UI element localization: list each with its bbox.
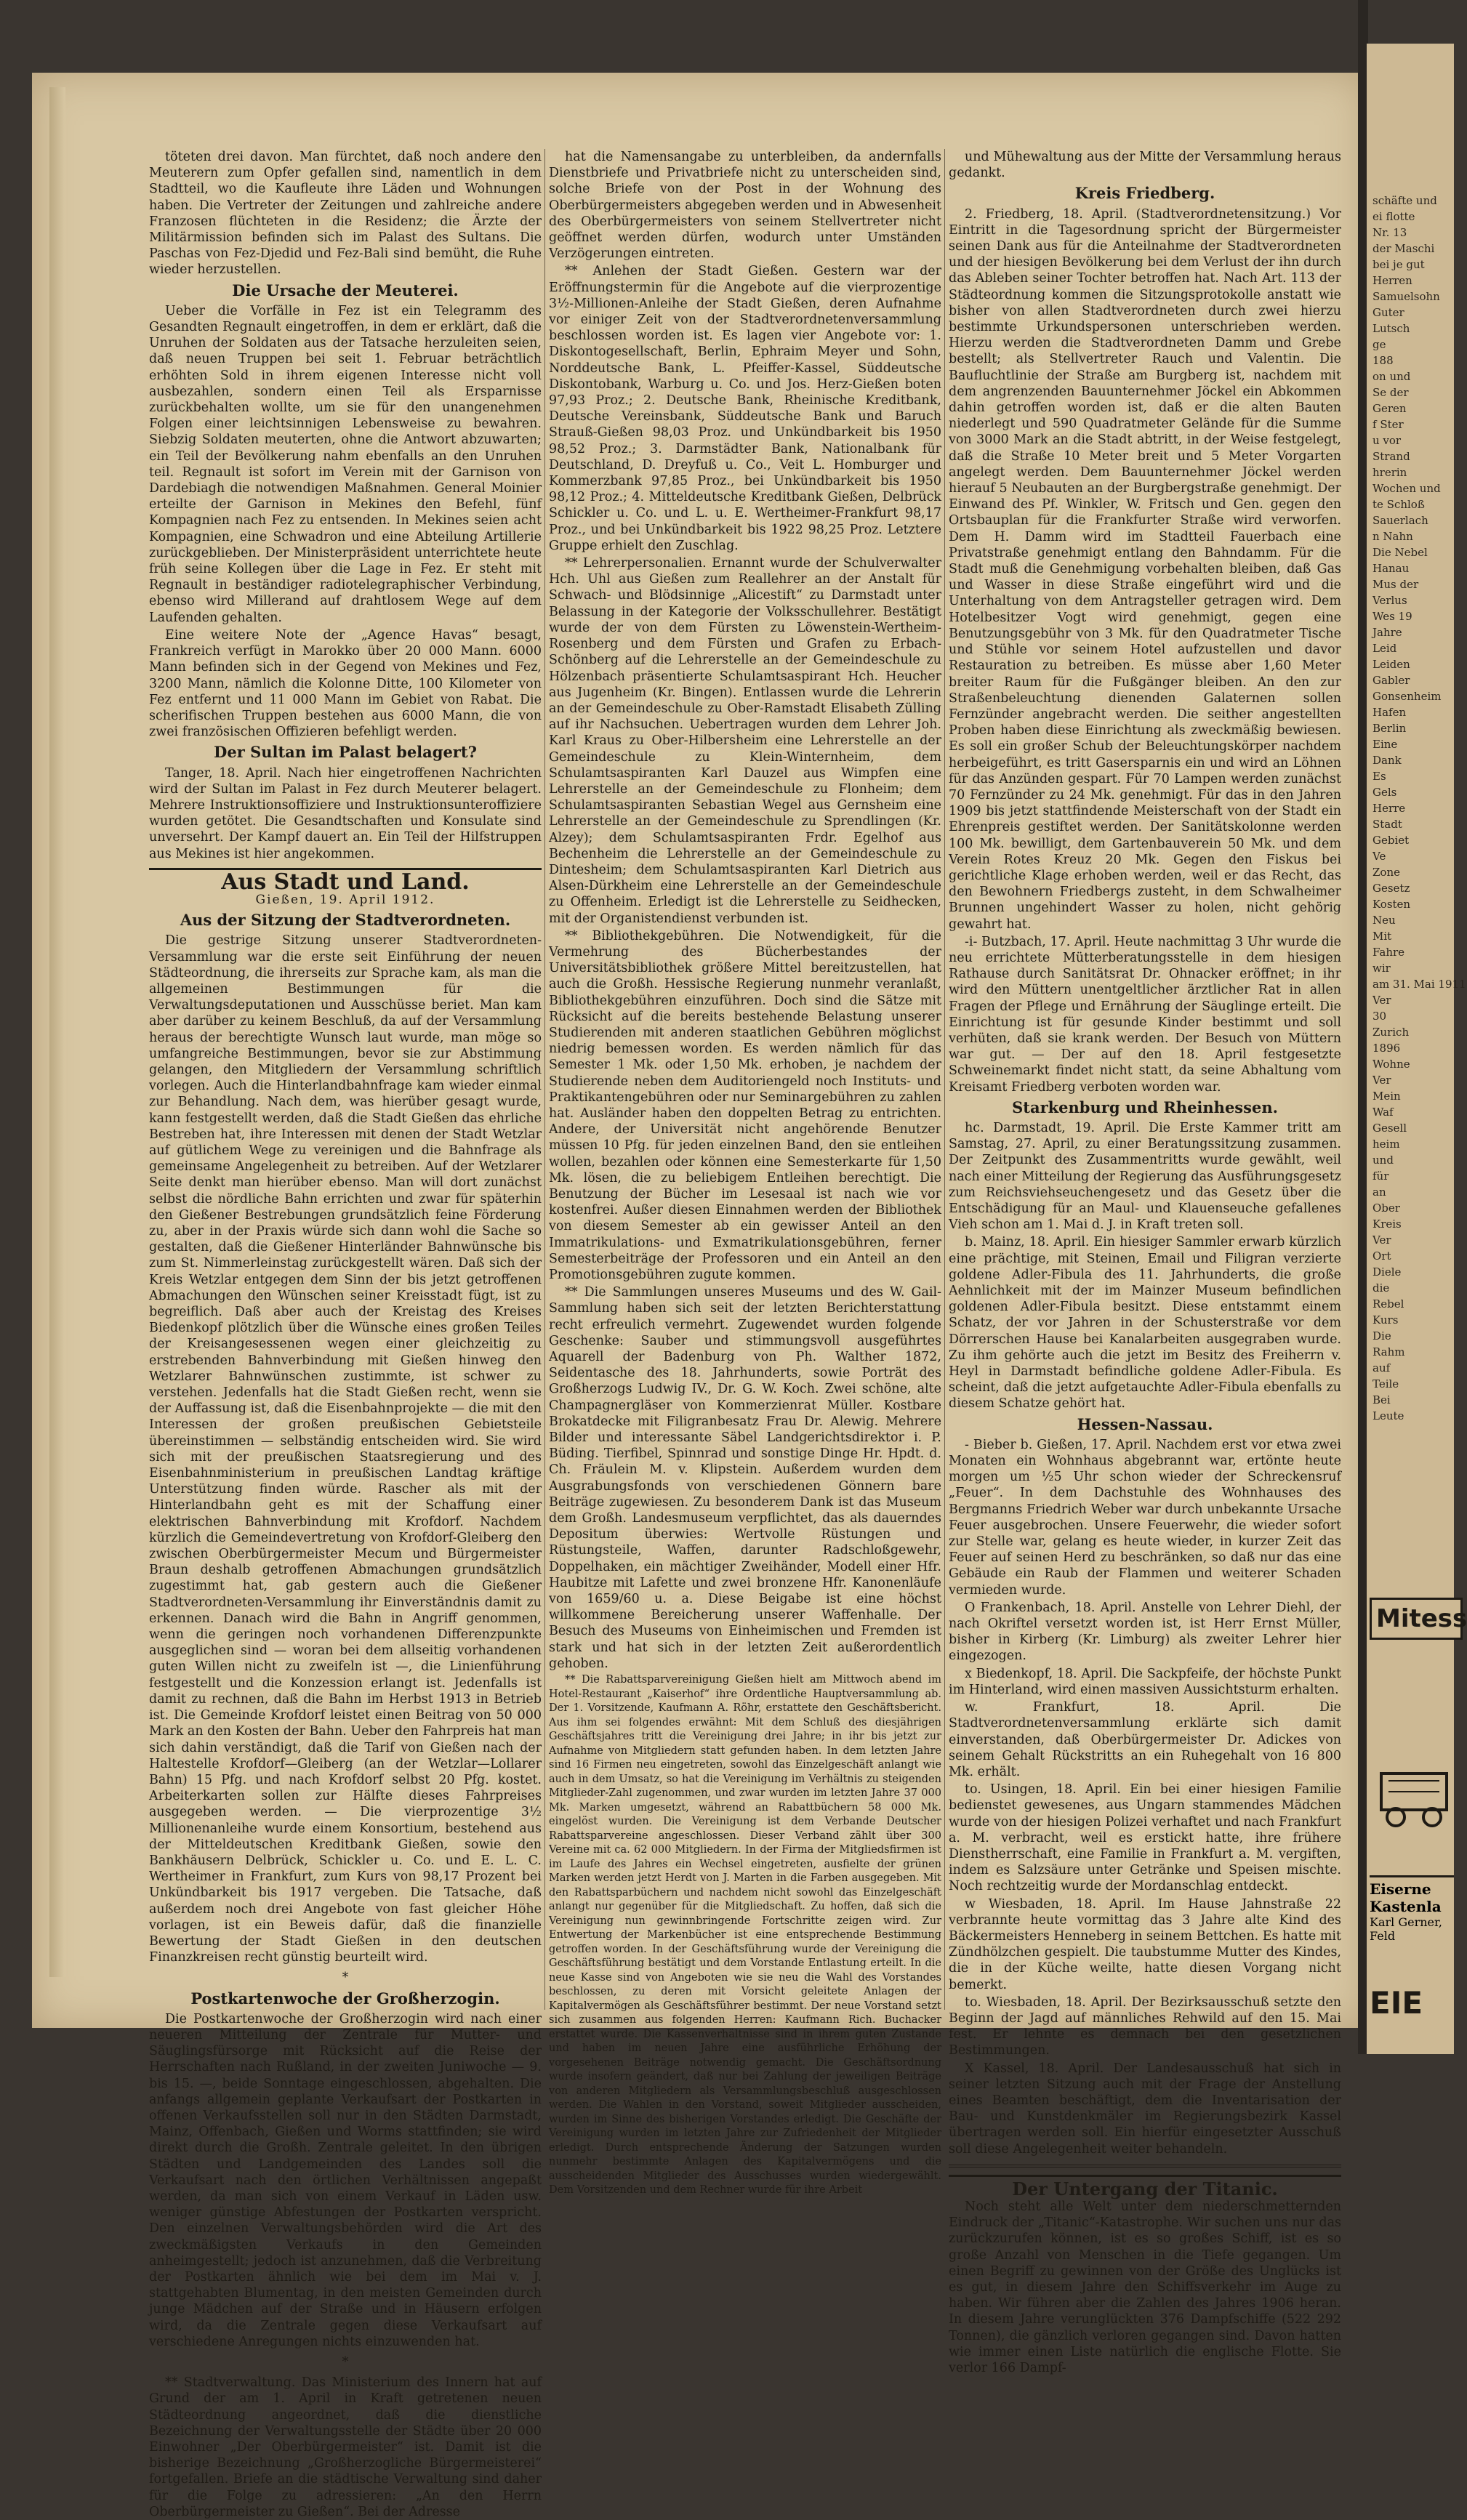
ad-big-letters: EIE (1370, 1985, 1423, 2021)
section-heading: Der Untergang der Titanic. (949, 2175, 1341, 2197)
adjacent-page-line: Mein (1372, 1090, 1401, 1103)
adjacent-page-line: Die (1372, 1329, 1391, 1342)
adjacent-page-line: ge (1372, 338, 1386, 351)
article-paragraph: Noch steht alle Welt unter dem niederschmetternden Eindruck der „Titanic“-Katastrophe. Wir suchen uns nur das zurückzurufen können, ist es so großes Schiff, ist es so große Anzahl von Menschen in die Tiefe gegangen. Um einen Begriff zu gewinnen von der Größe des Unglücks ist es gut, in diesem Jahre den Schiffsverkehr im Auge zu haben. Wir führen aber die Zahlen des Jahres 1906 heran. In diesem Jahre verunglückten 376 Dampfschiffe (522 292 Tonnen), die gänzlich verloren gegangen sind. Davon hatten wie immer einen Liste natürlich die englische Flotte. Sie verlor 166 Dampf- (949, 2199, 1341, 2376)
adjacent-page-line: te Schloß (1372, 498, 1425, 511)
article-heading: Der Sultan im Palast belagert? (214, 743, 477, 762)
adjacent-page-line: Wes 19 (1372, 610, 1412, 623)
dateline: Gießen, 19. April 1912. (255, 892, 435, 907)
adjacent-page-line: 1896 (1372, 1042, 1401, 1055)
ad-header: Eiserne Kastenla (1370, 1875, 1454, 1915)
adjacent-page-line: ei flotte (1372, 210, 1415, 223)
adjacent-page-line: und (1372, 1154, 1394, 1167)
adjacent-page-line: Ver (1372, 994, 1391, 1007)
adjacent-page-line: Gels (1372, 786, 1397, 799)
adjacent-page-line: Sauerlach (1372, 514, 1428, 527)
adjacent-page-line: Herren (1372, 274, 1412, 287)
adjacent-page-line: Wohne (1372, 1058, 1410, 1071)
article-paragraph: ** Stadtverwaltung. Das Ministerium des Innern hat auf Grund der am 1. April in Kraft getretenen neuen Städteordnung angeordnet, daß die dienstliche Bezeichnung der Verwaltungsstelle der Städte über 20 000 Einwohner „Der Oberbürgermeister“ ist. Damit ist die bisherige Bezeichnung „Großherzogliche Bürgermeisterei“ fortgefallen. Briefe an die städtische Verwaltung sind daher für die Folge zu adressieren: „An den Herrn Oberbürgermeister zu Gießen“. Bei der Adresse (149, 2375, 542, 2519)
adjacent-page-line: f Ster (1372, 418, 1404, 431)
adjacent-page-line: Wochen und (1372, 482, 1441, 495)
adjacent-page-line: an (1372, 1185, 1386, 1199)
adjacent-page-line: Gabler (1372, 674, 1410, 687)
adjacent-page-line: heim (1372, 1138, 1400, 1151)
article-heading: Starkenburg und Rheinhessen. (1012, 1098, 1278, 1116)
adjacent-page-line: Kreis (1372, 1217, 1402, 1231)
adjacent-page-line: Zone (1372, 866, 1400, 879)
section-separator: * (342, 2355, 349, 2370)
adjacent-page-line: Es (1372, 770, 1386, 783)
adjacent-page-line: für (1372, 1170, 1389, 1183)
adjacent-page-line: schäfte und (1372, 194, 1437, 207)
ad-eiserne-kasten (1370, 1875, 1454, 2021)
adjacent-page-line: on und (1372, 370, 1411, 383)
article-paragraph: ** Anlehen der Stadt Gießen. Gestern war der Eröffnungstermin für die Angebote auf die vierprozentige 3½-Millionen-Anleihe der Stadt Gießen, deren Aufnahme vor einiger Zeit von der Stadtverordnetenversammlung beschlossen worden ist. Es lagen vier Angebote vor: 1. Diskontogesellschaft, Berlin, Ephraim Meyer und Sohn, Norddeutsche Bank, L. Pfeiffer-Kassel, Süddeutsche Diskontobank, Warburg u. Co. und Jos. Herz-Gießen boten 97,93 Proz.; 2. Deutsche Bank, Rheinische Kreditbank, Deutsche Vereinsbank, Süddeutsche Bank und Baruch Strauß-Gießen 98,03 Proz. und Unkündbarkeit bis 1950 98,52 Proz.; 3. Darmstädter Bank, Nationalbank für Deutschland, D. Dreyfuß u. Co., Veit L. Homburger und Kommerzbank 97,85 Proz., bei Unkündbarkeit bis 1950 98,12 Proz.; 4. Mitteldeutsche Kreditbank Gießen, Delbrück Schickler u. Co. und L. u. E. Wertheimer-Frankfurt 98,17 Proz., und bei Unkündbarkeit bis 1922 98,25 Proz. Letztere Gruppe erhielt den Zuschlag. (549, 264, 941, 553)
article-paragraph: ** Die Rabattsparvereinigung Gießen hielt am Mittwoch abend im Hotel-Restaurant „Kaiserhof“ ihre Ordentliche Hauptversammlung ab. Der 1. Vorsitzende, Kaufmann A. Röhr, erstattete den Geschäftsbericht. Aus ihm sei folgendes erwähnt: Mit dem Schluß des diesjährigen Geschäftsjahres tritt die Vereinigung drei Jahre; in ihr bis jetzt zur Aufnahme von Mitgliedern statt gefunden haben. In dem letzten Jahre sind 16 Firmen neu eingetreten, sowohl das Einzelgeschäft anlangt wie auch in dem Umsatz, so hat die Vereinigung im Verhältnis zu steigenden Mitglieder-Zahl zugenommen, und zwar wurden im letzten Jahre 37 000 Mk. Marken umgesetzt, während an Rabattbüchern 58 000 Mk. eingelöst wurden. Die Vereinigung ist dem Verbande Deutscher Rabattsparvereine angeschlossen. Dieser Verband zählt über 300 Vereine mit ca. 62 000 Mitgliedern. In der Firma der Mitgliedsfirmen ist im Laufe des Jahres ein Wechsel eingetreten, ausfielte der grünen Marken werden jetzt Herdt von J. Marten in die Farben ausgegeben. Mit den Rabattsparbüchern und nachdem nicht sowohl das Einzelgeschäft anlangt nur gegenüber für die Mitgliedschaft. Zu hoffen, daß sich die Vereinigung nun gewinnbringende Fortschritte zeigen wird. Zur Entwertung der Markenbücher ist eine entsprechende Bestimmung getroffen worden. In der Geschäftsführung wurde der Vereinigung die Geschäftsführung bestätigt und dem Vorstande Entlastung erteilt. In die neue Kasse sind von Angeboten wie sie neu die Wahl des Vorstandes beschlossen, zu deren mit Vorsicht geleitete Anlagen der Kapitalvermögen als Geschäftsführer bestimmt. Der neue Vorstand setzt sich zusammen aus folgenden Herren: Kaufmann Rich. Buchacker erstattet wurde. Die Kassenverhältnisse sind in ihrem guten Zustande und haben im neuen Jahre eine ausführliche Erhöhung der vorgesehenen Beiträge notwendig gemacht. Die Geschäftsordnung wurde insofern geändert, daß nur bei Zahlung der jeweiligen Beiträge von anderen Mitgliedern als Versammlungsbeschluß ausgeschlossen werden. Die Wahlen in den Vorstand, soweit Mitglieder ausscheiden, wurden im Sinne des bisherigen Vorstandes erledigt. Die Geschäfte der Vereinigung wurden im letzten Jahre zur Zufriedenheit der Mitglieder erledigt. Durch entsprechende Änderung der Satzungen wurden nunmehr bestimmte Anlagen des Kapitalvermögens und die ausscheidenden Mitglieder des Ausschusses wurden wiedergewählt. Dem Vorsitzenden und dem Rechner wurde für ihre Arbeit (549, 1674, 941, 2197)
adjacent-page-line: Ober (1372, 1201, 1400, 1215)
adjacent-page-line: Lutsch (1372, 322, 1410, 335)
column-divider (544, 149, 545, 2010)
ad-subline: Karl Gerner, Feld (1370, 1915, 1442, 1943)
adjacent-page-line: Mit (1372, 930, 1392, 943)
adjacent-page-line: Ort (1372, 1249, 1391, 1263)
article-heading: Die Ursache der Meuterei. (232, 281, 459, 299)
adjacent-page-line: Ver (1372, 1074, 1391, 1087)
article-paragraph: töteten drei davon. Man fürchtet, daß noch andere den Meuterern zum Opfer gefallen sind, namentlich in dem Stadtteil, wo die Kaufleute ihre Läden und Wohnungen haben. Die Vertreter der Zeitungen und zahlreiche andere Franzosen flüchteten in die Residenz; die Ärzte der Militärmission befinden sich im Palast des Sultans. Die Paschas von Fez-Djedid und Fez-Bali sind bemüht, die Ruhe wieder herzustellen. (149, 150, 542, 278)
article-paragraph: -i- Butzbach, 17. April. Heute nachmittag 3 Uhr wurde die neu errichtete Mütterberatungsstelle in dem hiesigen Rathause durch Sanitätsrat Dr. Ohnacker eröffnet; in ihr wird den Müttern unentgeltlicher ärztlicher Rat in allen Fragen der Pflege und Ernährung der Säuglinge erteilt. Die Einrichtung ist für gesunde Kinder bestimmt und soll verhüten, daß sie krank werden. Der Besuch von Müttern war gut. — Der auf den 18. April festgesetzte Schweinemarkt findet nicht statt, da seine Abhaltung vom Kreisamt Friedberg verboten worden war. (949, 934, 1341, 1095)
adjacent-page-line: Guter (1372, 306, 1404, 319)
adjacent-page-line: Nr. 13 (1372, 226, 1407, 239)
adjacent-page-line: der Maschi (1372, 242, 1435, 255)
adjacent-page-line: Samuelsohn (1372, 290, 1440, 303)
adjacent-page-line: Leute (1372, 1409, 1404, 1422)
adjacent-page-line: Waf (1372, 1106, 1394, 1119)
article-paragraph: Die Postkartenwoche der Großherzogin wird nach einer neueren Mitteilung der Zentrale für Mutter- und Säuglingsfürsorge mit Rücksicht auf die Reise der Herrschaften nach Rußland, in der zweiten Juniwoche — 9. bis 15. —, beide Sonntage eingeschlossen, abgehalten. Die anfangs allgemein geplante Verkaufsart der Postkarten in offenen Verkaufsstellen soll nur in den Städten Darmstadt, Mainz, Offenbach, Gießen und Worms stattfinden; sie wird direkt durch die Großh. Zentrale geleitet. In den übrigen Städten und Landgemeinden des Landes soll die Verkaufsart nach den örtlichen Verhältnissen angepaßt werden, da man sich von einem Verkauf in Läden usw. weniger günstige Abfestungen der Postkarten verspricht. Den einzelnen Verwaltungsbehörden wird die Art des zweckmäßigsten Verkaufs in den Gemeinden anheimgestellt; jedoch ist anzunehmen, daß die Verbreitung der Postkarten ähnlich wie bei dem im Mai v. J. stattgehabten Blumentag, in den meisten Gemeinden durch junge Mädchen auf der Straße und in Häusern erfolgen wird, da die Zentrale gegen diese Verkaufsart auf verschiedene Anregungen nichts einzuwenden hat. (149, 2011, 542, 2349)
adjacent-page-line: Rahm (1372, 1345, 1405, 1358)
adjacent-page-line: Gebiet (1372, 834, 1410, 847)
adjacent-page-line: Ver (1372, 1233, 1391, 1247)
article-paragraph: x Biedenkopf, 18. April. Die Sackpfeife, der höchste Punkt im Hinterland, wird einen massiven Aussichtsturm erhalten. (949, 1666, 1341, 1697)
adjacent-page-line: Leiden (1372, 658, 1410, 671)
adjacent-page-line: Berlin (1372, 722, 1407, 735)
adjacent-page-line: Hafen (1372, 706, 1407, 719)
adjacent-page-line: n Nahn (1372, 530, 1413, 543)
adjacent-page-line: Mus der (1372, 578, 1419, 591)
article-paragraph: Eine weitere Note der „Agence Havas“ besagt, Frankreich verfügt in Marokko über 20 000 Mann. 6000 Mann befinden sich in der Gegend von Mekines und Fez, 3200 Mann, nämlich die Kolonne Ditte, 100 Kilometer von Fez entfernt und 11 000 Mann im Gebiet von Rabat. Die scherifischen Truppen bestehen aus 6000 Mann, die von zwei französischen Offizieren befehligt werden. (149, 627, 542, 740)
adjacent-page-text (1372, 193, 1466, 1424)
adjacent-page-line: 30 (1372, 1010, 1387, 1023)
section-heading: Aus Stadt und Land. (149, 868, 542, 890)
column-divider (944, 149, 945, 2010)
article-heading: Postkartenwoche der Großherzogin. (190, 1989, 500, 2008)
adjacent-page-line: Verlus (1372, 594, 1407, 607)
article-paragraph: Die gestrige Sitzung unserer Stadtverordneten-Versammlung war die erste seit Einführung der neuen Städteordnung, die ihrerseits zur Sprache kam, als man die allgemeinen Bestimmungen für die Verwaltungsdeputationen und Ausschüsse beriet. Man kam aber darüber zu keinem Beschluß, da auf der Versammlung heraus der berechtigte Wunsch laut wurde, man möge so umfangreiche Bestimmungen, bevor sie zur Abstimmung gelangen, den Mitgliedern der Versammlung schriftlich vorlegen. Auch die Hinterlandbahnfrage kam wieder einmal zur Behandlung. Nach dem, was hierüber gesagt wurde, kann festgestellt werden, daß die Stadt Gießen das ehrliche Bestreben hat, ihre Interessen mit denen der Stadt Wetzlar auf gütlichem Wege zu vereinigen und die Bahnfrage als gemeinsame Angelegenheit zu betreiben. Auf der Wetzlarer Seite denkt man hierüber ebenso. Man will dort zunächst selbst die nördliche Bahn errichten und zwar für späterhin den Gießener Bestrebungen grundsätzlich feine Förderung zu, aber in der Praxis würde sich dann wohl die Sache so gestalten, daß die Gießener Hinterländer Bahnwünsche bis zum St. Nimmerleinstag zurückgestellt wären. Daß sich der Kreis Wetzlar entgegen dem Sinn der bis jetzt getroffenen Abmachungen den Wünschen seiner Kreisstadt fügt, ist zu begreiflich. Daß aber auch der Kreistag des Kreises Biedenkopf plötzlich über die Wünsche eines großen Teiles der Kreisangesessenen wegen einer gleichzeitig zu erstrebenden Bahnverbindung mit Gießen hinweg den Wetzlarer Bahnwünschen zustimmte, ist schwer zu verstehen. Jedenfalls hat die Stadt Gießen recht, wenn sie der Auffassung ist, daß die Eisenbahnprojekte — die mit den Interessen der großen preußischen Gebietsteile übereinstimmen — selbständig entscheiden wird. Sie wird sich mit der preußischen Staatsregierung und des Eisenbahnministerium in preußischen Landtag kräftige Unterstützung finden würde. Rascher als mit der Hinterlandbahn geht es mit der Schaffung einer elektrischen Bahnverbindung mit Krofdorf. Nachdem kürzlich die Gemeindevertretung von Krofdorf-Gleiberg den zwischen Oberbürgermeister Mecum und Bürgermeister Braun deshalb getroffenen Abmachungen grundsätzlich zugestimmt hat, gab gestern auch die Gießener Stadtverordneten-Versammlung ihr Einverständnis damit zu erkennen. Danach wird die Bahn in Angriff genommen, wenn die geringen noch vorhandenen Differenzpunkte ausgeglichen sind — woran bei dem allseitig vorhandenen guten Willen nicht zu zweifeln ist —, die Linienführung festgestellt und die Konzession erlangt ist. Jedenfalls ist damit zu rechnen, daß die Bahn im Herbst 1913 in Betrieb ist. Die Gemeinde Krofdorf leistet einen Beitrag von 50 000 Mark an den Kosten der Bahn. Ueber den Fahrpreis hat man sich dahin verständigt, daß die Tarif von Gießen nach der Haltestelle Krofdorf—Gleiberg (an der Wetzlar—Lollarer Bahn) 15 Pfg. und nach Krofdorf selbst 20 Pfg. kostet. Arbeiterkarten sollen zur Hälfte dieses Fahrpreises ausgegeben werden. — Die vierprozentige 3½ Millionenanleihe wurde einem Konsortium, bestehend aus der Mitteldeutschen Kreditbank Gießen, sowie den Bankhäusern Delbrück, Schickler u. Co. und E. L. C. Wertheimer in Frankfurt, zum Kurs von 98,17 Prozent bei Unkündbarkeit bis 1917 vergeben. Die Tatsache, daß außerdem noch drei Angebote von fast gleicher Höhe vorlagen, ist ein Beweis dafür, daß die finanzielle Bewertung der Stadt Gießen in den deutschen Finanzkreisen recht günstig beurteilt wird. (149, 933, 542, 1965)
article-heading: Hessen-Nassau. (1077, 1414, 1213, 1433)
adjacent-page-line: Fahre (1372, 946, 1405, 959)
article-paragraph: to. Wiesbaden, 18. April. Der Bezirksausschuß setzte den Beginn der Jagd auf männliches Rehwild auf den 15. Mai fest. Er lehnte es demnach bei den gesetzlichen Bestimmungen. (949, 1994, 1341, 2058)
section-separator: * (342, 1970, 349, 1986)
adjacent-page-line: Die Nebel (1372, 546, 1428, 559)
article-paragraph: b. Mainz, 18. April. Ein hiesiger Sammler erwarb kürzlich eine prächtige, mit Steinen, Email und Filigran verzierte goldene Adler-Fibula des 11. Jahrhunderts, die große Aehnlichkeit mit der im Mainzer Museum befindlichen goldenen Adler-Fibula besitzt. Diese entstammt einem Schatz, der vor Jahren in der Schusterstraße vor dem Dörrerschen Hause bei Kanalarbeiten ausgegraben wurde. Zu ihm gehörte auch die jetzt im Besitz des Freiherrn v. Heyl in Darmstadt befindliche goldene Adler-Fibula. Es scheint, daß die jetzt aufgetauchte Adler-Fibula ebenfalls zu diesem Schatze gehört hat. (949, 1235, 1341, 1412)
article-paragraph: ** Bibliothekgebühren. Die Notwendigkeit, für die Vermehrung des Bücherbestandes der Universitätsbibliothek größere Mittel bereitzustellen, hat auch die Großh. Hessische Regierung nunmehr veranlaßt, Bibliothekgebühren einzuführen. Doch sind die Sätze mit Rücksicht auf die bereits bestehende Belastung unserer Studierenden mit anderen staatlichen Gebühren möglichst niedrig bemessen worden. Es werden nämlich für das Semester 1 Mk. oder 1,50 Mk. erhoben, je nachdem der Studierende neben dem Auditoriengeld noch Instituts- und Praktikantengebühren oder nur Seminargebühren zu zahlen hat. Ausländer haben den doppelten Betrag zu entrichten. Andere, der Universität nicht angehörende Benutzer müssen 10 Pfg. für jeden einzelnen Band, den sie entleihen wollen, bezahlen oder können eine Semesterkarte für 1,50 Mk. lösen, die zu beliebigem Entleihen berechtigt. Die Benutzung der Bücher im Lesesaal ist nach wie vor kostenfrei. Außer diesen Einnahmen werden der Bibliothek von diesem Semester ab ein gewisser Anteil an den Immatrikulations- und Exmatrikulationsgebühren, ferner Semesterbeiträge der Professoren und ein Anteil an den Promotionsgebühren zugute kommen. (549, 928, 941, 1283)
adjacent-page-line: die (1372, 1281, 1390, 1295)
adjacent-page-line: Jahre (1372, 626, 1402, 639)
adjacent-page-line: bei je gut (1372, 258, 1425, 271)
adjacent-page-line: Eine (1372, 738, 1398, 751)
article-paragraph: w. Frankfurt, 18. April. Die Stadtverordnetenversammlung erklärte sich damit einverstanden, daß Oberbürgermeister Dr. Adickes von seinem Gehalt Rückstritts an ein Ruhegehalt von 16 800 Mk. erhält. (949, 1700, 1341, 1779)
adjacent-page-line: Teile (1372, 1377, 1399, 1390)
adjacent-page-line: 188 (1372, 354, 1394, 367)
adjacent-page-line: Geren (1372, 402, 1407, 415)
article-paragraph: ** Die Sammlungen unseres Museums und des W. Gail-Sammlung haben sich seit der letzten Berichterstattung recht erfreulich vermehrt. Zugewendet wurden folgende Geschenke: Sauber und stimmungsvoll ausgeführtes Aquarell der Badenburg von Ph. Walther 1872, Seidentasche des 18. Jahrhunderts, sowie Porträt des Großherzogs Ludwig IV., Dr. G. W. Koch. Zwei schöne, alte Champagnergläser von Kommerzienrat Müller. Kostbare Brokatdecke mit Filigranbesatz Frau Dr. Alewig. Mehrere Bilder und interessante Säbel Landgerichtsdirektor i. P. Büding. Tierfibel, Spinnrad und sonstige Dinge Hr. Hpdt. d. Ch. Fräulein M. v. Klipstein. Außerdem wurden dem Ausgrabungsfonds von verschiedenen Gönnern bare Beiträge zugewiesen. Zu besonderem Dank ist das Museum dem Großh. Landesmuseum verpflichtet, das als dauerndes Depositum überwies: Wertvolle Rüstungen und Rüstungsteile, Waffen, darunter Radschloßgewehr, Doppelhaken, ein mächtiger Zweihänder, Modell einer Hfr. Haubitze mit Lafette und zwei bronzene Hfr. Kanonenläufe von 1659/60 u. a. Diese Beigabe ist eine höchst willkommene Bereicherung unserer Waffenhalle. Der Besuch des Museums von Einheimischen und Fremden ist stark und hat sich in der letzten Zeit außerordentlich gehoben. (549, 1285, 941, 1671)
adjacent-page-line: Stadt (1372, 818, 1402, 831)
adjacent-page-line: Kosten (1372, 898, 1411, 911)
article-paragraph: - Bieber b. Gießen, 17. April. Nachdem erst vor etwa zwei Monaten ein Wohnhaus abgebrannt war, ertönte heute morgen um ½5 Uhr schon wieder der Schreckensruf „Feuer“. In dem Dachstuhle des Wohnhauses des Bergmanns Friedrich Weber war durch unbekannte Ursache Feuer ausgebrochen. Unsere Feuerwehr, die wieder sofort zur Stelle war, gelang es heute wieder, in kurzer Zeit das Feuer auf seinen Herd zu beschränken, so daß nur das eine Gebäude ein Raub der Flammen und weiterer Schaden vermieden wurde. (949, 1437, 1341, 1598)
adjacent-page-line: Ve (1372, 850, 1386, 863)
adjacent-page-line: u vor (1372, 434, 1402, 447)
adjacent-page-line: Diele (1372, 1265, 1402, 1279)
column-2 (549, 149, 941, 2197)
adjacent-page-line: Gesetz (1372, 882, 1410, 895)
adjacent-page-line: Hanau (1372, 562, 1410, 575)
article-paragraph: Tanger, 18. April. Nach hier eingetroffenen Nachrichten wird der Sultan im Palast in Fez durch Meuterer belagert. Mehrere Instruktionsoffiziere und Instruktionsunteroffiziere wurden getötet. Die Gesandtschaften und Konsulate sind unversehrt. Der Kampf dauert an. Ein Teil der Hilfstruppen aus Mekines ist hier angekommen. (149, 765, 542, 861)
adjacent-page-line: am 31. Mai 1911 (1372, 978, 1466, 991)
article-paragraph: Ueber die Vorfälle in Fez ist ein Telegramm des Gesandten Regnault eingetroffen, in dem er erklärt, daß die Unruhen der Soldaten aus der Tatsache herzuleiten seien, daß neuen Truppen bei seit 1. Februar beträchtlich erhöhten Sold in ihrem eigenen Interesse nicht voll ausbezahlen, sondern einen Teil als Ersparnisse zurückbehalten wollte, um sie für den unangenehmen Folgen einer leichtsinnigen Lebensweise zu bewahren. Siebzig Soldaten meuterten, ohne die Antwort abzuwarten; ein Teil der Bevölkerung nahm ebenfalls an den Unruhen teil. Regnault ist sofort im Verein mit der Garnison von Dardebiagh die notwendigen Maßnahmen. General Moinier erteilte der Garnison in Mekines den Befehl, fünf Kompagnien nach Fez zu entsenden. In Mekines seien acht Kompagnien, eine Schwadron und eine Abteilung Artillerie zurückgeblieben. Der Ministerpräsident unterrichtete heute früh seine Kollegen über die Lage in Fez. Er steht mit Regnault in beständiger radiotelegraphischer Verbindung, ebenso wird Millerand auf drahtlosem Wege auf dem Laufenden gehalten. (149, 303, 542, 625)
ad-mitess: Mitess (1370, 1598, 1463, 1640)
adjacent-page-line: hrerin (1372, 466, 1407, 479)
adjacent-page-line: Zurich (1372, 1026, 1410, 1039)
adjacent-page-line: Herre (1372, 802, 1406, 815)
adjacent-page-line: auf (1372, 1361, 1391, 1374)
adjacent-page-line: Leid (1372, 642, 1397, 655)
article-paragraph: hc. Darmstadt, 19. April. Die Erste Kammer tritt am Samstag, 27. April, zu einer Beratungssitzung zusammen. Der Zeitpunkt des Zusammentritts wurde gewählt, weil nach einer Mitteilung der Regierung das Ausführungsgesetz zum Reichsviehseuchengesetz und das Gesetz über die Entschädigung für an Maul- und Klauenseuche gefallenes Vieh schon am 1. Mai d. J. in Kraft treten soll. (949, 1120, 1341, 1233)
column-3 (949, 149, 1341, 2376)
adjacent-page-line: Kurs (1372, 1313, 1399, 1327)
adjacent-page-line: Rebel (1372, 1297, 1404, 1311)
article-paragraph: O Frankenbach, 18. April. Anstelle von Lehrer Diehl, der nach Okriftel versetzt worden ist, ist Herr Ernst Müller, bisher in Kirberg (Kr. Limburg) als zweiter Lehrer hier eingezogen. (949, 1600, 1341, 1664)
article-paragraph: X Kassel, 18. April. Der Landesausschuß hat sich in seiner letzten Sitzung auch mit der Frage der Anstellung eines Beamten beschäftigt, dem die Inventarisation der Bau- und Kunstdenkmäler im Regierungsbezirk Kassel übertragen werden soll. Ein hierfür eingesetzter Ausschuß soll diese Angelegenheit weiter behandeln. (949, 2061, 1341, 2157)
page-edge-shadow (49, 87, 65, 1977)
double-rule (949, 2165, 1341, 2167)
adjacent-page-line: Se der (1372, 386, 1409, 399)
article-heading: Aus der Sitzung der Stadtverordneten. (180, 911, 511, 930)
article-paragraph: w Wiesbaden, 18. April. Im Hause Jahnstraße 22 verbrannte heute vormittag das 3 Jahre alte Kind des Bäckermeisters Henneberg in seinem Bettchen. Es hatte mit Zündhölzchen gespielt. Die taubstumme Mutter des Kindes, die in der Küche weilte, hatte diesen Vorgang nicht bemerkt. (949, 1896, 1341, 1992)
adjacent-page-line: Bei (1372, 1393, 1391, 1406)
adjacent-page-line: Dank (1372, 754, 1402, 767)
article-paragraph: hat die Namensangabe zu unterbleiben, da andernfalls Dienstbriefe und Privatbriefe nicht zu unterscheiden sind, solche Briefe von der Post in der Wohnung des Oberbürgermeisters abgegeben werden und in Abwesenheit des Oberbürgermeisters von seinem Stellvertreter nicht geöffnet werden dürfen, wodurch unter Umständen Verzögerungen eintreten. (549, 150, 941, 262)
adjacent-page-line: Neu (1372, 914, 1396, 927)
adjacent-page-line: Gesell (1372, 1122, 1407, 1135)
ad-machine-illustration (1374, 1752, 1454, 1832)
article-paragraph: to. Usingen, 18. April. Ein bei einer hiesigen Familie bedienstet gewesenes, aus Ungarn stammendes Mädchen wurde von der hiesigen Polizei verhaftet und nach Frankfurt a. M. verbracht, weil es erstickt hatte, ihre frühere Dienstherrschaft, eine Familie in Frankfurt a. M. vergiften, indem es Salzsäure unter Getränke und Speisen mischte. Noch rechtzeitig wurde der Mordanschlag entdeckt. (949, 1782, 1341, 1894)
adjacent-page-line: Gonsenheim (1372, 690, 1442, 703)
article-paragraph: 2. Friedberg, 18. April. (Stadtverordnetensitzung.) Vor Eintritt in die Tagesordnung spricht der Bürgermeister seinen Dank aus für die Anteilnahme der Stadtverordneten und der hiesigen Bevölkerung bei dem Verlust der ihn durch das Ableben seiner Tochter betroffen hat. Nach Art. 113 der Städteordnung kommen die Sitzungsprotokolle anstatt wie bisher von allen Stadtverordneten durch zwei hierzu bestimmte Urkundspersonen unterschrieben werden. Hierzu werden die Stadtverordneten Damm und Grebe bestellt; als Stellvertreter Rauch und Valentin. Die Baufluchtlinie der Straße am Burgberg ist, nachdem mit dem angrenzenden Bauunternehmer Jöckel ein Abkommen dahin getroffen worden ist, daß er die alten Bauten niederlegt und 590 Quadratmeter Gelände für die Summe von 3000 Mark an die Stadt abtritt, in der Weise festgelegt, daß die Straße 10 Meter breit und 5 Meter Vorgarten angelegt werden. Dem Bauunternehmer Jöckel werden hierauf 5 Neubauten an der Burgbergstraße genehmigt. Der Einwand des Pf. Winkler, W. Fritsch und Gen. gegen den Ortsbauplan für die Frankfurter Straße wird verworfen. Dem H. Damm wird im Stadtteil Fauerbach eine Privatstraße genehmigt entlang den Bahndamm. Für die Stadt muß die Genehmigung vorbehalten bleiben, daß Gas und Wasser in diese Straße eingeführt wird und die Unterhaltung von dem Antragsteller getragen wird. Dem Hotelbesitzer Vogt wird genehmigt, gegen eine Benutzungsgebühr von 3 Mk. für den Quadratmeter Tische und Stühle vor seinem Hotel aufzustellen und davor Restauration zu betreiben. Es müsse aber 1,60 Meter breiter Raum für die Fußgänger bleiben. An den zur Straßenbeleuchtung dienenden Galaternen sollen Fernzünder angebracht werden. Die seither angestellten Proben haben diese Einrichtung als zweckmäßig bewiesen. Es soll ein großer Schub der Beleuchtungskörper nachdem herbeigeführt, es tritt Gasersparnis ein und wird an Löhnen für das Anzünden gespart. Für 70 Lampen werden zunächst 70 Fernzünder zu 24 Mk. genehmigt. Für das in den Jahren 1909 bis jetzt stattfindende Meisterschaft von der Stadt ein Ehrenpreis gestiftet werden. Der Sanitätskolonne werden 100 Mk. bewilligt, dem Gartenbauverein 50 Mk. und dem Verein Rotes Kreuz 20 Mk. Gegen den Fiskus bei gerichtliche Klage erhoben werden, weil er das Recht, das den Bewohnern Friedbergs zusteht, in dem Schwalheimer Brunnen ungehindert Wasser zu holen, nicht gehörig gewahrt hat. (949, 206, 1341, 932)
article-paragraph: ** Lehrerpersonalien. Ernannt wurde der Schulverwalter Hch. Uhl aus Gießen zum Reallehrer an der Anstalt für Schwach- und Blödsinnige „Alicestift“ zu Darmstadt unter Belassung in der Kategorie der Volksschullehrer. Bestätigt wurde der von dem Fürsten zu Löwenstein-Wertheim-Rosenberg und dem Fürsten und Grafen zu Erbach-Schönberg auf die Lehrerstelle an der Gemeindeschule zu Hölzenbach präsentierte Schulamtsaspirant Hch. Heucher aus Jugenheim (Kr. Bingen). Entlassen wurde die Lehrerin an der Gemeindeschule zu Ober-Ramstadt Elisabeth Zülling auf ihr Nachsuchen. Uebertragen wurden dem Lehrer Joh. Karl Kraus zu Ober-Hilbersheim eine Lehrerstelle an der Gemeindeschule zu Klein-Winternheim, dem Schulamtsaspiranten Karl Dauzel aus Wimpfen eine Lehrerstelle an der Gemeindeschule zu Flonheim; dem Schulamtsaspiranten Sebastian Wegel aus Gernsheim eine Lehrerstelle an der Gemeindeschule zu Sprendlingen (Kr. Alzey); dem Schulamtsaspiranten Frdr. Egelhof aus Bechenheim die Lehrerstelle an der Gemeindeschule zu Dintesheim; dem Schulamtsaspiranten Karl Dietrich aus Alsen-Dürkheim eine Lehrerstelle an der Gemeindeschule zu Offenheim. Erledigt ist die Lehrerstelle zu Seidhecken, mit der Organistendienst verbunden ist. (549, 556, 941, 926)
adjacent-page-line: wir (1372, 962, 1391, 975)
column-1 (149, 149, 542, 2519)
article-paragraph: und Mühewaltung aus der Mitte der Versammlung heraus gedankt. (949, 150, 1341, 181)
article-heading: Kreis Friedberg. (1074, 184, 1215, 203)
adjacent-page-line: Strand (1372, 450, 1410, 463)
